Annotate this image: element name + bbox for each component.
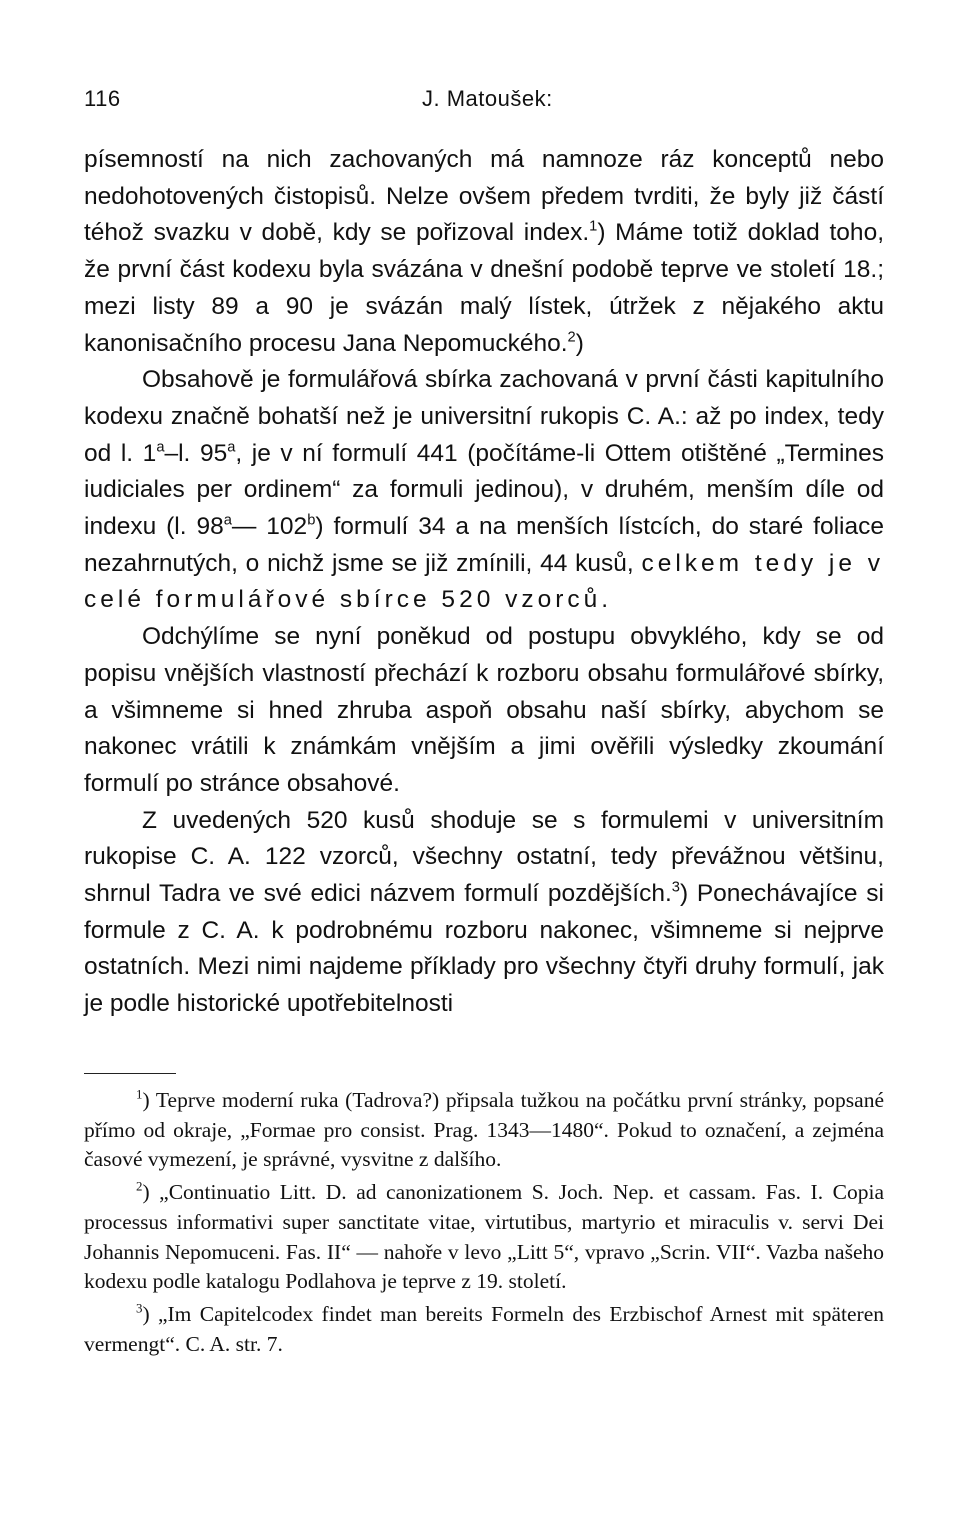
main-text	[84, 142, 884, 1023]
footnote-mark: 1	[136, 1087, 143, 1102]
footnote-ref-2[interactable]: 2	[567, 328, 576, 345]
footnote-ref-3[interactable]: 3	[671, 879, 680, 896]
footnote-divider	[84, 1073, 176, 1074]
footnote-3: $^3$) „Im Capitelcodex findet man bereits Formeln des Erzbischof Arnest mit späteren vermengt“. C. A. str. 7.	[84, 1301, 884, 1356]
folio-superscript: a	[223, 512, 232, 529]
footnote-1: $^1$) Teprve moderní ruka (Tadrova?) připsala tužkou na počátku první stránky, popsané přímo od okraje, „Formae pro consist. Prag. 1343—1480“. Pokud to označení, a zejména časové vymezení, je správné, vysvitne z dalšího.	[84, 1087, 884, 1172]
folio-superscript: b	[307, 512, 316, 529]
emphasized-text: celkem tedy je v celé formulářové sbírce 520 vzorců.	[84, 549, 884, 614]
paragraph-1: písemností na nich zachovaných má namnoze ráz konceptů nebo nedohotovených čistopisů. Nelze ovšem předem tvrditi, že byly již částí téhož svazku v době, kdy se pořizoval index.$^1$) Máme totiž doklad toho, že první část kodexu byla svázána v dnešní podobě teprve ve století 18.; mezi listy 89 a 90 je svázán malý lístek, útržek z nějakého aktu kanonisačního procesu Jana Nepomuckého.$^2$)	[84, 146, 884, 357]
page-number: 116	[84, 86, 121, 111]
footnote-2: $^2$) „Continuatio Litt. D. ad canonizationem S. Joch. Nep. et cassam. Fas. I. Copia processus informativi super sanctitate vitae, virtutibus, martyrio et miraculis v. servi Dei Johannis Nepomuceni. Fas. II“ — nahoře v levo „Litt 5“, vpravo „Scrin. VII“. Vazba našeho kodexu podle katalogu Podlahova je teprve z 19. století.	[84, 1179, 884, 1294]
paragraph-4: Z uvedených 520 kusů shoduje se s formulemi v universitním rukopise C. A. 122 vzorců, všechny ostatní, tedy převážnou většinu, shrnul Tadra ve své edici názvem formulí pozdějších.$^3$) Ponechávajíce si formule z C. A. k podrobnému rozboru nakonec, všimneme si nejprve ostatních. Mezi nimi najdeme příklady pro všechny čtyři druhy formulí, jak je podle historické upotřebitelnosti	[84, 806, 884, 1018]
running-head-author: J. Matoušek:	[422, 86, 553, 111]
paragraph-2: Obsahově je formulářová sbírka zachovaná v první části kapitulního kodexu značně bohatší než je universitní rukopis C. A.: až po index, tedy od l. 1$^a$–l. 95$^a$, je v ní formulí 441 (počítáme-li Ottem otištěné „Termines iudiciales per ordinem“ za formuli jedinou), v druhém, menším díle od indexu (l. 98$^a$— 102$^b$) formulí 34 a na menších lístcích, do staré foliace nezahrnutých, o nichž jsme se již zmínili, 44 kusů, celkem tedy je v celé formulářové sbírce 520 vzorců.	[84, 366, 884, 614]
footnotes	[84, 1086, 884, 1359]
folio-superscript: a	[227, 439, 236, 456]
folio-superscript: a	[156, 439, 165, 456]
footnote-ref-1[interactable]: 1	[589, 218, 598, 235]
footnote-mark: 3	[136, 1301, 143, 1316]
paragraph-3: Odchýlíme se nyní poněkud od postupu obvyklého, kdy se od popisu vnějších vlastností přechází k rozboru obsahu formulářové sbírky, a všimneme si hned zhruba aspoň obsahu naší sbírky, abychom se nakonec vrátili k známkám vnějším a jimi ověřili výsledky zkoumání formulí po stránce obsahové.	[84, 623, 884, 797]
footnote-mark: 2	[136, 1179, 143, 1194]
